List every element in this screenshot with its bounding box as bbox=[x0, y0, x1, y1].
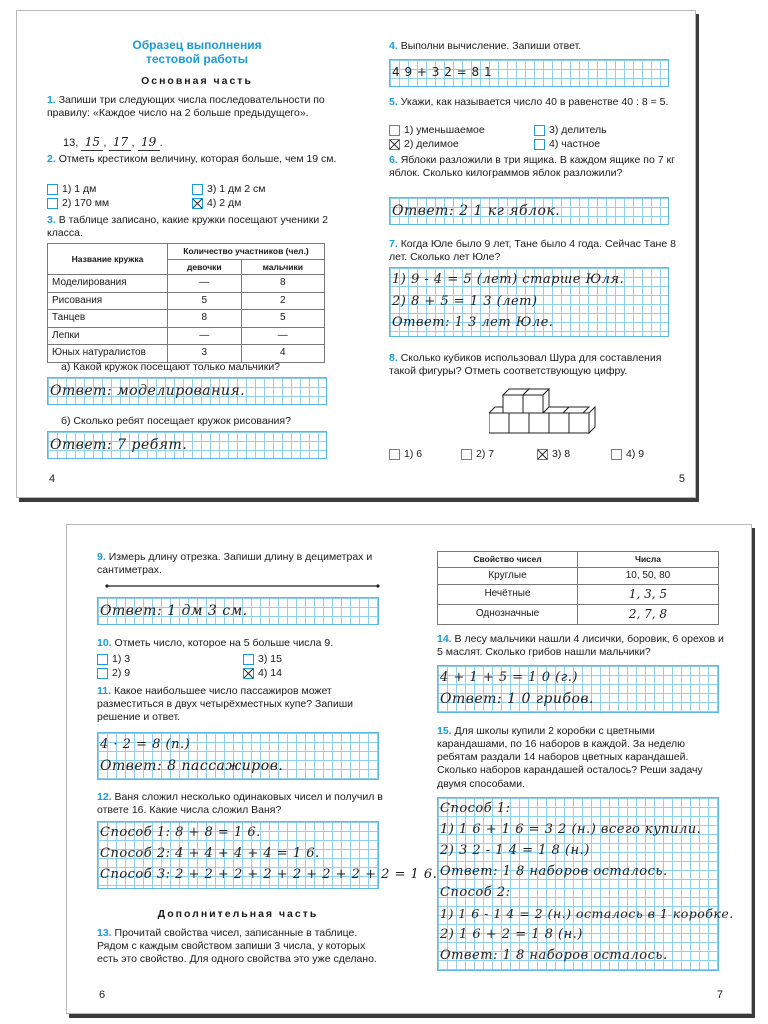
question-text: В таблице записано, какие кружки посещают ученики 2 класса. bbox=[47, 214, 328, 240]
q2-option-3[interactable] bbox=[192, 183, 266, 196]
table-row bbox=[48, 292, 325, 310]
col-header-boys: мальчики bbox=[241, 259, 324, 275]
q7-line-2: 2) 8 + 5 = 1 3 (лет) bbox=[392, 294, 538, 309]
table-row bbox=[48, 345, 325, 363]
q7-line-3: Ответ: 1 3 лет Юле. bbox=[392, 315, 554, 330]
option-label: 3) делитель bbox=[549, 124, 607, 136]
cube-front-face bbox=[529, 413, 549, 433]
q6-answer-grid[interactable] bbox=[389, 197, 669, 225]
cell: Рисования bbox=[48, 292, 168, 310]
q1-sequence: 13, 15 , 17 , 19 . bbox=[63, 135, 163, 149]
checkbox[interactable] bbox=[534, 125, 545, 136]
page-number: 7 bbox=[716, 989, 723, 1002]
cell: Лепки bbox=[48, 327, 168, 345]
q8-option-3[interactable] bbox=[537, 448, 570, 461]
question-12 bbox=[97, 791, 387, 817]
checkbox-checked[interactable] bbox=[243, 668, 254, 679]
question-number: 5. bbox=[389, 96, 398, 108]
checkbox-checked[interactable] bbox=[537, 449, 548, 460]
title-line-1: Образец выполнения bbox=[132, 38, 262, 52]
question-number: 12. bbox=[97, 791, 112, 803]
question-15 bbox=[437, 725, 727, 791]
col-header-name: Название кружка bbox=[48, 244, 168, 275]
cubes-figure bbox=[489, 383, 601, 441]
q2-option-1[interactable] bbox=[47, 183, 96, 196]
measure-segment bbox=[105, 583, 380, 589]
cube-front-face bbox=[569, 413, 589, 433]
table-row bbox=[48, 310, 325, 328]
question-text: Измерь длину отрезка. Запиши длину в дециметрах и сантиметрах. bbox=[97, 551, 373, 577]
cell: Круглые bbox=[438, 567, 578, 585]
option-label: 1) 1 дм bbox=[62, 183, 97, 195]
question-4 bbox=[389, 40, 689, 53]
q2-option-4[interactable] bbox=[192, 197, 241, 210]
question-number: 13. bbox=[97, 927, 112, 939]
checkbox[interactable] bbox=[534, 139, 545, 150]
table-row bbox=[48, 275, 325, 293]
question-text: Для школы купили 2 коробки с цветными карандашами, по 16 наборов в каждой. За неделю ребятам раздали 14 наборов цветных карандашей. Сколько наборов карандашей осталось? Реши задачу двумя способами. bbox=[437, 725, 703, 790]
q3a-text: а) Какой кружок посещают только мальчики? bbox=[61, 361, 281, 373]
checkbox[interactable] bbox=[611, 449, 622, 460]
question-number: 7. bbox=[389, 238, 398, 250]
title-line-2: тестовой работы bbox=[146, 52, 248, 67]
cell: Танцев bbox=[48, 310, 168, 328]
question-number: 8. bbox=[389, 352, 398, 364]
option-label: 2) 170 мм bbox=[62, 197, 110, 209]
segment-end-left bbox=[105, 584, 108, 587]
option-label: 2) делимое bbox=[404, 138, 459, 150]
col-header-count: Количество участников (чел.) bbox=[168, 244, 325, 260]
question-text: Выполни вычисление. Запиши ответ. bbox=[400, 40, 582, 52]
cell[interactable]: 1, 3, 5 bbox=[578, 585, 719, 605]
question-number: 9. bbox=[97, 551, 106, 563]
cube-side-face bbox=[589, 407, 595, 433]
q5-option-3[interactable] bbox=[534, 124, 607, 137]
question-number: 15. bbox=[437, 725, 452, 737]
q10-option-4[interactable] bbox=[243, 667, 282, 680]
question-text: Укажи, как называется число 40 в равенстве 40 : 8 = 5. bbox=[400, 96, 669, 108]
checkbox[interactable] bbox=[97, 654, 108, 665]
q12-answer-grid[interactable] bbox=[97, 821, 438, 889]
col-header-girls: девочки bbox=[168, 259, 242, 275]
q3b-text: б) Сколько ребят посещает кружок рисования? bbox=[61, 415, 291, 427]
q14-line-1: 4 + 1 + 5 = 1 0 (г.) bbox=[440, 670, 578, 685]
q12-line-1: Способ 1: 8 + 8 = 1 6. bbox=[100, 825, 261, 840]
page-number: 5 bbox=[678, 473, 685, 486]
cubes-drawing bbox=[489, 389, 595, 433]
cube-front-face bbox=[489, 413, 509, 433]
question-number: 4. bbox=[389, 40, 398, 52]
question-7 bbox=[389, 238, 689, 264]
question-8 bbox=[389, 352, 689, 378]
cell: 8 bbox=[241, 275, 324, 293]
question-text: Когда Юле было 9 лет, Тане было 4 года. Сейчас Тане 8 лет. Сколько лет Юле? bbox=[389, 238, 676, 264]
question-10 bbox=[97, 637, 387, 650]
q11-answer-grid[interactable] bbox=[97, 732, 379, 780]
cell: — bbox=[241, 327, 324, 345]
option-label: 1) 3 bbox=[112, 653, 131, 665]
question-14 bbox=[437, 633, 727, 659]
question-text: Сколько кубиков использовал Шура для составления такой фигуры? Отметь соответствующую цифру. bbox=[389, 352, 662, 378]
workbook-spread-pages-6-7 bbox=[66, 524, 752, 1014]
q15-answer-grid[interactable] bbox=[437, 797, 734, 971]
question-number: 2. bbox=[47, 153, 56, 165]
page-number: 6 bbox=[99, 989, 106, 1002]
q1-given-number: 13, bbox=[63, 137, 79, 149]
option-label: 4) частное bbox=[549, 138, 601, 150]
q15-line-6: 1) 1 6 - 1 4 = 2 (н.) осталось в 1 коробке. bbox=[440, 906, 734, 921]
checkbox[interactable] bbox=[389, 125, 400, 136]
q14-line-2: Ответ: 1 0 грибов. bbox=[440, 691, 594, 707]
cell[interactable]: 2, 7, 8 bbox=[578, 605, 719, 625]
option-label: 4) 9 bbox=[626, 448, 645, 460]
q12-line-2: Способ 2: 4 + 4 + 4 + 4 = 1 6. bbox=[100, 846, 320, 861]
question-text: Запиши три следующих числа последовательности по правилу: «Каждое число на 2 больше предыдущего». bbox=[47, 94, 325, 120]
checkbox[interactable] bbox=[47, 184, 58, 195]
option-label: 3) 15 bbox=[258, 653, 282, 665]
q3b-answer-grid[interactable] bbox=[47, 431, 327, 459]
question-text: В лесу мальчики нашли 4 лисички, боровик, 6 орехов и 5 маслят. Сколько грибов нашли мальчики? bbox=[437, 633, 724, 659]
question-3 bbox=[47, 214, 347, 240]
option-label: 4) 2 дм bbox=[207, 197, 242, 209]
q4-answer: 4 9 + 3 2 = 8 1 bbox=[392, 65, 493, 79]
q5-option-4[interactable] bbox=[534, 138, 600, 151]
q1-answer-2[interactable]: 17 bbox=[109, 135, 131, 151]
table-row bbox=[48, 327, 325, 345]
checkbox[interactable] bbox=[192, 184, 203, 195]
q15-line-5: Способ 2: bbox=[440, 885, 511, 900]
question-1 bbox=[47, 94, 347, 120]
question-2 bbox=[47, 153, 347, 166]
q9-answer-grid[interactable] bbox=[97, 597, 379, 625]
section-extra-heading: Дополнительная часть bbox=[157, 908, 319, 920]
question-text: Отметь крестиком величину, которая больше, чем 19 см. bbox=[58, 153, 337, 165]
q3a-answer: Ответ: моделирования. bbox=[50, 383, 246, 399]
checkbox[interactable] bbox=[47, 198, 58, 209]
q15-line-4: Ответ: 1 8 наборов осталось. bbox=[440, 864, 668, 879]
question-number: 10. bbox=[97, 637, 112, 649]
checkbox[interactable] bbox=[243, 654, 254, 665]
option-label: 2) 9 bbox=[112, 667, 131, 679]
cell: Юных натуралистов bbox=[48, 345, 168, 363]
cube-front-face bbox=[523, 395, 543, 413]
cell: 5 bbox=[241, 310, 324, 328]
q7-answer-grid[interactable] bbox=[389, 267, 669, 337]
table-row bbox=[438, 585, 719, 605]
question-number: 1. bbox=[47, 94, 56, 106]
question-9 bbox=[97, 551, 387, 577]
cube-top-face bbox=[489, 407, 503, 413]
circles-table bbox=[47, 243, 325, 363]
checkbox-checked[interactable] bbox=[192, 198, 203, 209]
q4-answer-grid[interactable] bbox=[389, 59, 669, 87]
q3a-answer-grid[interactable] bbox=[47, 377, 327, 405]
q12-line-3: Способ 3: 2 + 2 + 2 + 2 + 2 + 2 + 2 + 2 = 1 6. bbox=[100, 867, 438, 882]
table-row bbox=[438, 605, 719, 625]
option-label: 3) 8 bbox=[552, 448, 571, 460]
number-properties-table bbox=[437, 551, 719, 625]
cell: — bbox=[168, 327, 242, 345]
question-13 bbox=[97, 927, 387, 966]
q2-option-2[interactable] bbox=[47, 197, 109, 210]
question-number: 3. bbox=[47, 214, 56, 226]
q10-option-1[interactable] bbox=[97, 653, 130, 666]
checkbox[interactable] bbox=[97, 668, 108, 679]
col-header-numbers: Числа bbox=[578, 552, 719, 568]
question-text: Яблоки разложили в три ящика. В каждом ящике по 7 кг яблок. Сколько килограммов яблок разложили? bbox=[389, 154, 675, 180]
checkbox[interactable] bbox=[389, 449, 400, 460]
question-11 bbox=[97, 685, 387, 724]
col-header-property: Свойство чисел bbox=[438, 552, 578, 568]
table-row bbox=[438, 567, 719, 585]
cell: 2 bbox=[241, 292, 324, 310]
option-label: 1) 6 bbox=[404, 448, 423, 460]
q9-answer: Ответ: 1 дм 3 см. bbox=[100, 603, 248, 619]
q1-answer-1[interactable]: 15 bbox=[81, 135, 103, 151]
q15-line-8: Ответ: 1 8 наборов осталось. bbox=[440, 948, 668, 963]
cube-front-face bbox=[549, 413, 569, 433]
question-number: 14. bbox=[437, 633, 452, 645]
question-text: Какое наибольшее число пассажиров может разместиться в двух четырёхместных купе? Запиши решение и ответ. bbox=[97, 685, 354, 724]
page-number: 4 bbox=[49, 473, 56, 486]
q8-option-4[interactable] bbox=[611, 448, 644, 461]
question-text: Отметь число, которое на 5 больше числа 9. bbox=[114, 637, 334, 649]
cell: 10, 50, 80 bbox=[578, 567, 719, 585]
segment-end-right bbox=[376, 584, 379, 587]
q15-line-2: 1) 1 6 + 1 6 = 3 2 (н.) всего купили. bbox=[440, 822, 702, 837]
option-label: 1) уменьшаемое bbox=[404, 124, 485, 136]
page-4 bbox=[47, 11, 347, 497]
cube-front-face bbox=[509, 413, 529, 433]
q7-line-1: 1) 9 - 4 = 5 (лет) старше Юля. bbox=[392, 272, 625, 287]
question-text: Прочитай свойства чисел, записанные в таблице. Рядом с каждым свойством запиши 3 числа, у которых есть это свойство. Для одного свойства это уже сделано. bbox=[97, 927, 377, 966]
cell: 3 bbox=[168, 345, 242, 363]
q5-option-1[interactable] bbox=[389, 124, 485, 137]
cell: Нечётные bbox=[438, 585, 578, 605]
question-number: 11. bbox=[97, 685, 112, 697]
cell: 5 bbox=[168, 292, 242, 310]
question-6 bbox=[389, 154, 689, 180]
q1-answer-3[interactable]: 19 bbox=[138, 135, 160, 151]
section-main-heading: Основная часть bbox=[141, 75, 253, 87]
page-title bbox=[47, 38, 347, 67]
q8-option-1[interactable] bbox=[389, 448, 422, 461]
cell: Моделирования bbox=[48, 275, 168, 293]
question-text: Ваня сложил несколько одинаковых чисел и получил в ответе 16. Какие числа сложил Ваня? bbox=[97, 791, 383, 817]
cell: 8 bbox=[168, 310, 242, 328]
workbook-spread-pages-4-5 bbox=[16, 10, 696, 498]
q14-answer-grid[interactable] bbox=[437, 665, 719, 713]
q3b-answer: Ответ: 7 ребят. bbox=[50, 437, 188, 453]
cell: 4 bbox=[241, 345, 324, 363]
q10-option-3[interactable] bbox=[243, 653, 282, 666]
page-7 bbox=[437, 525, 734, 1013]
q10-option-2[interactable] bbox=[97, 667, 130, 680]
page-5 bbox=[389, 11, 689, 497]
cell: — bbox=[168, 275, 242, 293]
q15-line-1: Способ 1: bbox=[440, 801, 511, 816]
cube-front-face bbox=[503, 395, 523, 413]
checkbox-checked[interactable] bbox=[389, 139, 400, 150]
option-label: 2) 7 bbox=[476, 448, 495, 460]
q15-line-7: 2) 1 6 + 2 = 1 8 (н.) bbox=[440, 927, 583, 942]
q6-answer: Ответ: 2 1 кг яблок. bbox=[392, 203, 561, 219]
q5-option-2[interactable] bbox=[389, 138, 459, 151]
q8-option-2[interactable] bbox=[461, 448, 494, 461]
option-label: 3) 1 дм 2 см bbox=[207, 183, 266, 195]
q11-line-1: 4 · 2 = 8 (п.) bbox=[100, 737, 191, 752]
option-label: 4) 14 bbox=[258, 667, 282, 679]
q11-line-2: Ответ: 8 пассажиров. bbox=[100, 758, 284, 774]
checkbox[interactable] bbox=[461, 449, 472, 460]
cell: Однозначные bbox=[438, 605, 578, 625]
page-6 bbox=[97, 525, 438, 1013]
question-number: 6. bbox=[389, 154, 398, 166]
question-5 bbox=[389, 96, 689, 109]
q15-line-3: 2) 3 2 - 1 4 = 1 8 (н.) bbox=[440, 843, 590, 858]
